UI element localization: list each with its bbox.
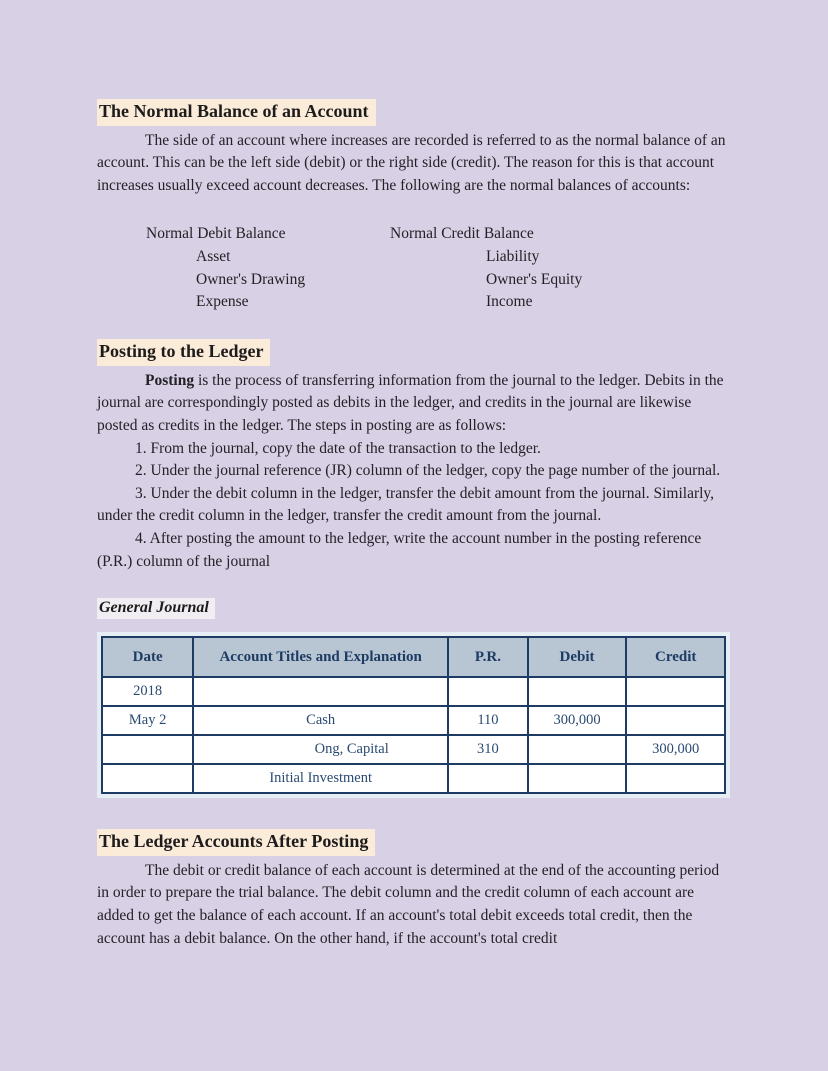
- cell-pr: 310: [448, 735, 528, 764]
- section-ledger-accounts: [97, 829, 730, 950]
- cell-account: Ong, Capital: [193, 735, 448, 764]
- credit-balance-list: [390, 246, 690, 314]
- cell-credit: [626, 706, 725, 735]
- posting-step-3: 3. Under the debit column in the ledger, transfer the debit amount from the journal. Similarly, under the credit column in the ledger, transfer the credit amount from the journal.: [97, 484, 715, 525]
- journal-table-body: [102, 677, 725, 793]
- normal-balance-heading: The Normal Balance of an Account: [97, 99, 376, 126]
- normal-balance-columns: [97, 223, 730, 314]
- list-item: Owner's Drawing: [196, 270, 306, 288]
- cell-credit: 300,000: [626, 735, 725, 764]
- cell-account: Cash: [193, 706, 448, 735]
- cell-debit: [528, 735, 627, 764]
- cell-pr: [448, 764, 528, 793]
- posting-step-4: 4. After posting the amount to the ledger, write the account number in the posting reference (P.R.) column of the journal: [97, 529, 702, 570]
- posting-lead-rest: is the process of transferring information from the journal to the ledger. Debits in the journal are correspondingly posted as debits in the ledger, and credits in the journal are likewise posted as credits in the ledger. The steps in posting are as follows:: [97, 371, 724, 434]
- cell-date: 2018: [102, 677, 193, 706]
- section-posting: [97, 339, 730, 573]
- journal-table-header: [102, 637, 725, 677]
- debit-balance-list: [146, 246, 390, 314]
- cell-date: [102, 735, 193, 764]
- list-item: Owner's Equity: [486, 270, 583, 288]
- posting-step-2: 2. Under the journal reference (JR) column of the ledger, copy the page number of the journal.: [135, 462, 721, 480]
- header-date: Date: [102, 637, 193, 677]
- table-row: [102, 706, 725, 735]
- credit-balance-column: [390, 223, 690, 314]
- cell-date: May 2: [102, 706, 193, 735]
- cell-debit: [528, 677, 627, 706]
- posting-lead-bold: Posting: [145, 371, 195, 389]
- table-header-row: [102, 637, 725, 677]
- cell-pr: [448, 677, 528, 706]
- cell-date: [102, 764, 193, 793]
- credit-balance-heading: Normal Credit Balance: [390, 225, 534, 243]
- list-item: Expense: [196, 293, 249, 311]
- general-journal-label: General Journal: [97, 598, 215, 619]
- header-pr: P.R.: [448, 637, 528, 677]
- header-credit: Credit: [626, 637, 725, 677]
- table-row: [102, 735, 725, 764]
- journal-table-frame: [97, 632, 730, 798]
- header-debit: Debit: [528, 637, 627, 677]
- ledger-accounts-heading: The Ledger Accounts After Posting: [97, 829, 375, 856]
- cell-credit: [626, 677, 725, 706]
- cell-debit: 300,000: [528, 706, 627, 735]
- section-normal-balance: [97, 99, 730, 314]
- debit-balance-column: [146, 223, 390, 314]
- posting-paragraph: [97, 370, 730, 438]
- normal-balance-paragraph: The side of an account where increases are recorded is referred to as the normal balance of an account. This can be the left side (debit) or the right side (credit). The reason for this is that account increases usually exceed account decreases. The following are the normal balances of accounts:: [97, 131, 726, 194]
- cell-debit: [528, 764, 627, 793]
- cell-credit: [626, 764, 725, 793]
- list-item: Income: [486, 293, 533, 311]
- posting-heading: Posting to the Ledger: [97, 339, 270, 366]
- posting-step-1: 1. From the journal, copy the date of the transaction to the ledger.: [135, 439, 541, 457]
- cell-account: Initial Investment: [193, 764, 448, 793]
- debit-balance-heading: Normal Debit Balance: [146, 225, 286, 243]
- general-journal-table: [101, 636, 726, 794]
- list-item: Asset: [196, 248, 231, 266]
- cell-account: [193, 677, 448, 706]
- ledger-accounts-paragraph: The debit or credit balance of each account is determined at the end of the accounting period in order to prepare the trial balance. The debit column and the credit column of each account are added to get the balance of each account. If an account's total debit exceeds total credit, then the account has a debit balance. On the other hand, if the account's total credit: [97, 861, 720, 947]
- cell-pr: 110: [448, 706, 528, 735]
- table-row: [102, 677, 725, 706]
- list-item: Liability: [486, 248, 540, 266]
- header-account: Account Titles and Explanation: [193, 637, 448, 677]
- table-row: [102, 764, 725, 793]
